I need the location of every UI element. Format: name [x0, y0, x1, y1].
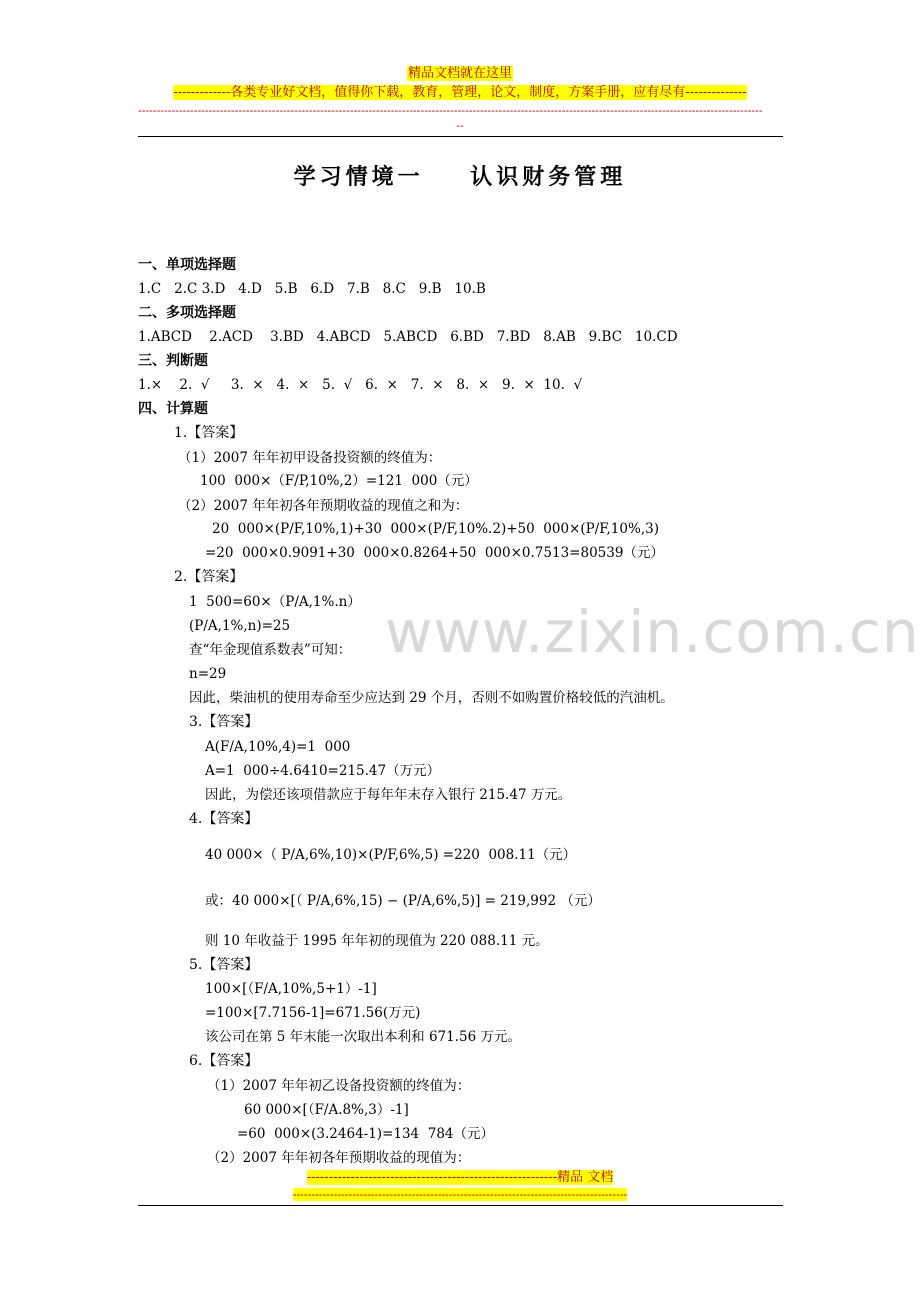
header-dash-wrap: --	[456, 119, 464, 132]
text-line: A=1 000÷4.6410=215.47（万元）	[205, 763, 441, 779]
text-line: 100 000×（F/P,10%,2）=121 000（元）	[200, 473, 478, 489]
text-line: (P/A,1%,n)=25	[189, 618, 291, 634]
answer-label: 2.【答案】	[174, 569, 244, 585]
watermark: www.zixin.com.cn	[385, 598, 920, 666]
text-line: =60 000×(3.2464-1)=134 784（元）	[237, 1126, 495, 1142]
text-line: 则 10 年收益于 1995 年年初的现值为 220 088.11 元。	[205, 933, 549, 949]
text-line: 1 500=60×（P/A,1%.n）	[189, 594, 361, 610]
section-heading: 二、多项选择题	[138, 305, 236, 321]
text-line: =100×[7.7156-1]=671.56(万元)	[205, 1005, 421, 1021]
text-line: （2）2007 年年初各年预期收益的现值之和为：	[178, 498, 469, 514]
text-line: 查“年金现值系数表”可知：	[189, 642, 352, 658]
section-heading: 三、判断题	[138, 353, 208, 369]
text-line: 该公司在第 5 年末能一次取出本利和 671.56 万元。	[205, 1029, 521, 1045]
text-line: 40 000×（ P/A,6%,10)×(P/F,6%,5) =220 008.11（元）	[205, 847, 577, 863]
answer-label: 4.【答案】	[189, 811, 259, 827]
answer-label: 6.【答案】	[189, 1053, 259, 1069]
footer-dash: ------------------------------------------------------------------------------------------	[292, 1188, 628, 1201]
header-banner-top: 精品文档就在这里	[407, 66, 512, 81]
text-line: 因此，为偿还该项借款应于每年年末存入银行 215.47 万元。	[205, 787, 572, 803]
text-line: 20 000×(P/F,10%,1)+30 000×(P/F,10%.2)+50 000×(P/F,10%,3)	[212, 521, 659, 537]
text-line: （1）2007 年年初乙设备投资额的终值为：	[207, 1078, 471, 1094]
text-line: 或：40 000×[（ P/A,6%,15) − (P/A,6%,5)] = 219,992 （元）	[205, 893, 601, 909]
text-line: 60 000×[（F/A.8%,3）-1]	[244, 1102, 409, 1118]
text-line: A(F/A,10%,4)=1 000	[205, 739, 351, 755]
answer-label: 5.【答案】	[189, 957, 259, 973]
section-heading: 一、单项选择题	[138, 257, 236, 273]
header-banner: -------------各类专业好文档，值得你下载，教育，管理，论文，制度，方案手册，应有尽有--------------	[173, 85, 747, 100]
section-heading: 四、计算题	[138, 401, 208, 417]
text-line: （2）2007 年年初各年预期收益的现值为：	[207, 1150, 471, 1166]
page-title: 学习情境一 认识财务管理	[293, 165, 627, 190]
answer-label: 1.【答案】	[174, 425, 244, 441]
footer-banner: ---------------------------------------------------------精品 文档	[306, 1170, 614, 1185]
answer-label: 3.【答案】	[189, 714, 259, 730]
text-line: 100×[（F/A,10%,5+1）-1]	[205, 981, 377, 997]
header-dash-line: ------------------------------------------------------------------------------------------------------------------------------------------------------------------------	[138, 104, 763, 117]
footer-rule	[138, 1205, 783, 1206]
header-rule	[138, 136, 783, 137]
text-line: 1.C 2.C 3.D 4.D 5.B 6.D 7.B 8.C 9.B 10.B	[138, 281, 486, 297]
text-line: =20 000×0.9091+30 000×0.8264+50 000×0.7513=80539（元）	[205, 545, 664, 561]
text-line: 1.× 2. √ 3. × 4. × 5. √ 6. × 7. × 8. × 9. × 10. √	[138, 377, 583, 393]
text-line: 因此，柴油机的使用寿命至少应达到 29 个月，否则不如购置价格较低的汽油机。	[189, 690, 674, 706]
text-line: 1.ABCD 2.ACD 3.BD 4.ABCD 5.ABCD 6.BD 7.BD 8.AB 9.BC 10.CD	[138, 329, 678, 345]
text-line: （1）2007 年年初甲设备投资额的终值为：	[178, 450, 442, 466]
text-line: n=29	[189, 666, 227, 682]
